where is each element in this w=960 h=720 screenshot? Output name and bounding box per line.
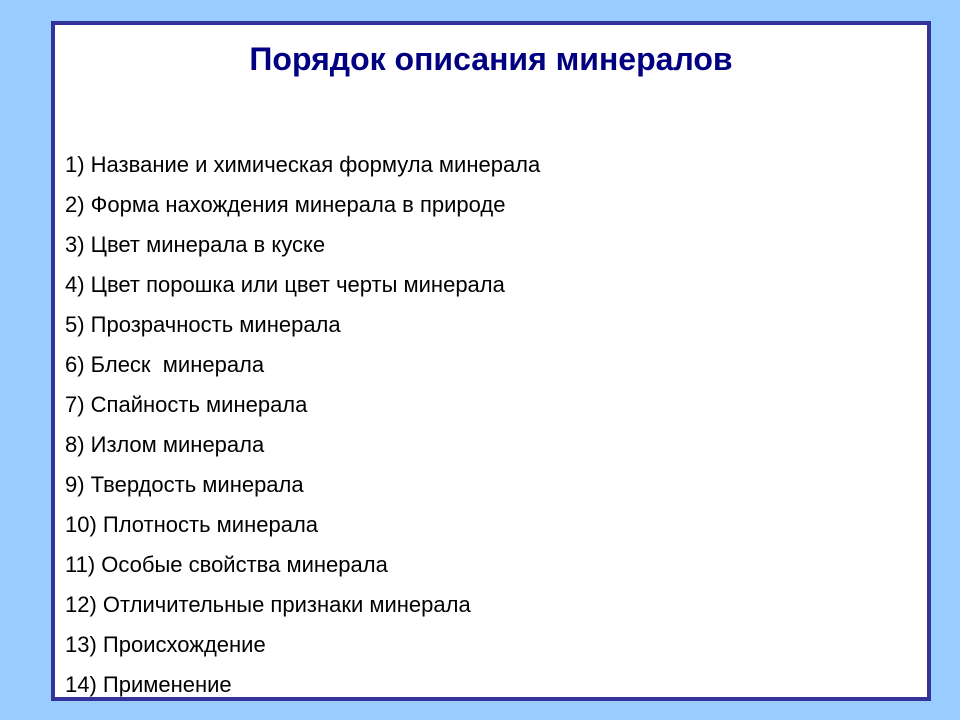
list-item: 10) Плотность минерала	[65, 512, 319, 537]
list-item: 12) Отличительные признаки минерала	[65, 592, 471, 617]
list-item: 13) Происхождение	[65, 632, 266, 657]
slide-frame	[51, 21, 931, 701]
list-item: 3) Цвет минерала в куске	[65, 232, 326, 257]
list-item: 6) Блеск минерала	[65, 352, 265, 377]
list-item: 9) Твердость минерала	[65, 472, 304, 497]
list-item: 2) Форма нахождения минерала в природе	[65, 192, 506, 217]
list-item: 14) Применение	[65, 672, 232, 697]
list-item: 7) Спайность минерала	[65, 392, 308, 417]
list-item: 8) Излом минерала	[65, 432, 265, 457]
list-item: 5) Прозрачность минерала	[65, 312, 341, 337]
slide-title: Порядок описания минералов	[249, 41, 733, 77]
list-item: 1) Название и химическая формула минерала	[65, 152, 541, 177]
list-item: 11) Особые свойства минерала	[65, 552, 388, 577]
list-item: 4) Цвет порошка или цвет черты минерала	[65, 272, 505, 297]
description-order-list	[65, 145, 540, 705]
